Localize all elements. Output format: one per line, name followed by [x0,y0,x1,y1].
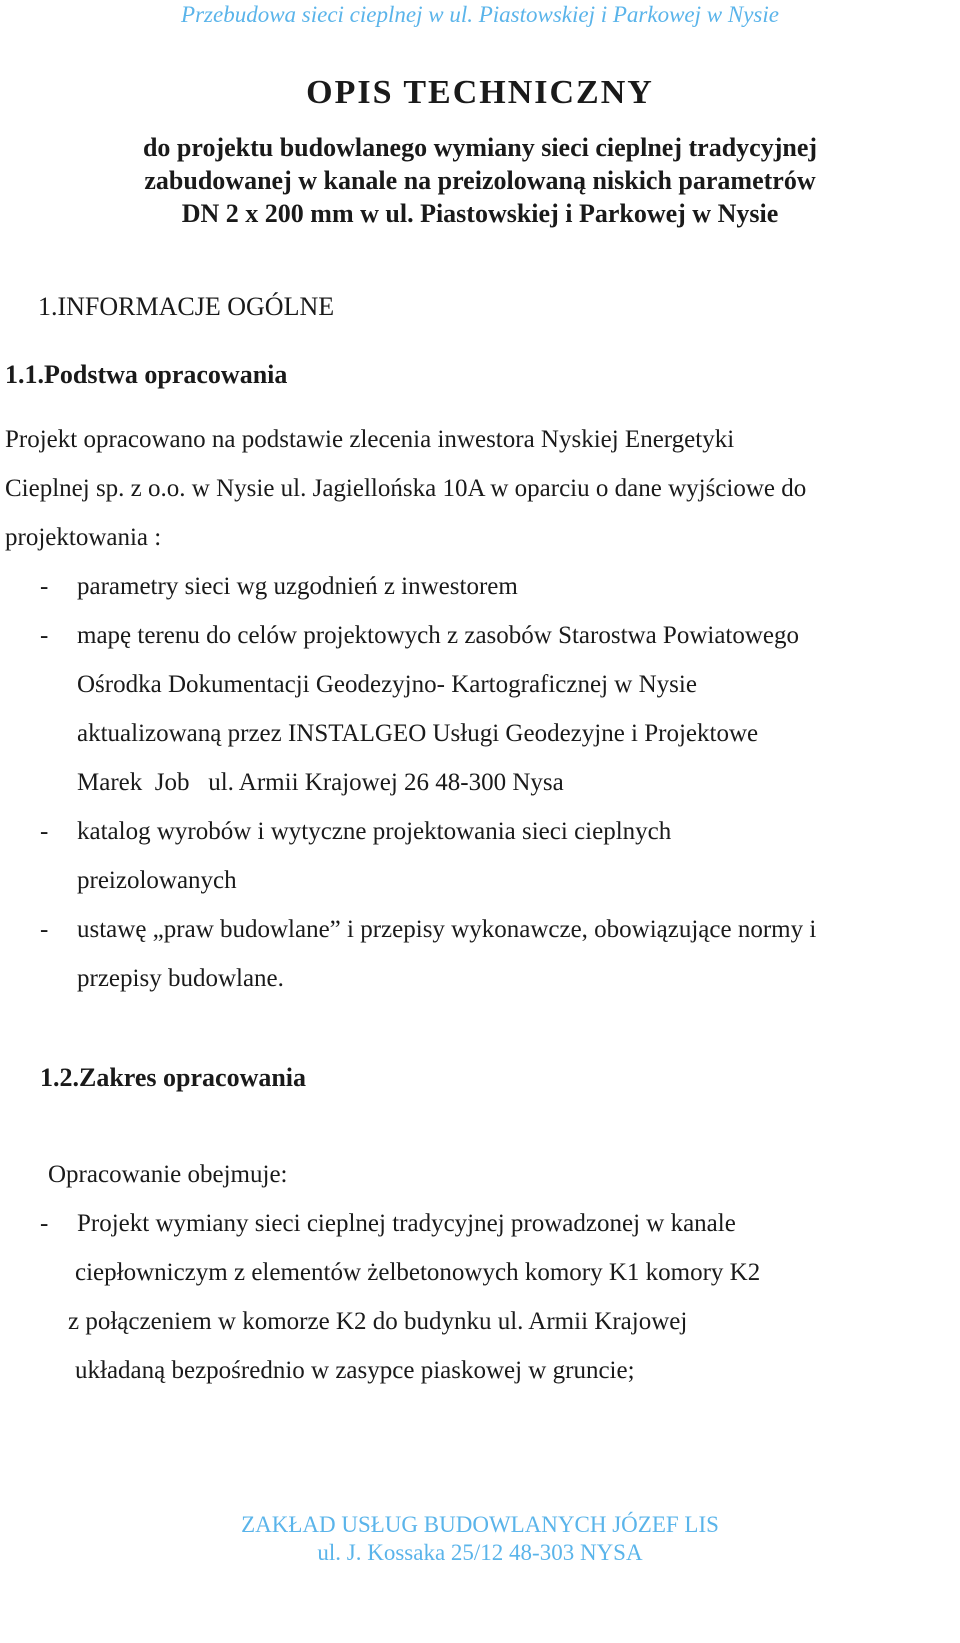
subtitle-line-3: DN 2 x 200 mm w ul. Piastowskiej i Parkowej w Nysie [181,199,779,228]
list-item-2-line-4: Marek Job ul. Armii Krajowej 26 48-300 Nysa [77,769,564,796]
list-item-2-line-3: aktualizowaną przez INSTALGEO Usługi Geodezyjne i Projektowe [77,720,759,747]
subsection-heading-1-2: 1.2.Zakres opracowania [40,1063,307,1092]
intro-line-3: projektowania : [5,524,162,551]
list-item-3-line-2: preizolowanych [77,867,237,894]
list-item-4-line-1: ustawę „praw budowlane” i przepisy wykonawcze, obowiązujące normy i [77,916,817,943]
footer-company: ZAKŁAD USŁUG BUDOWLANYCH JÓZEF LIS [241,1512,719,1537]
list-item-4-line-2: przepisy budowlane. [77,965,284,992]
list-bullet: - [40,573,49,600]
subsection-heading-1-1: 1.1.Podstwa opracowania [5,360,288,389]
intro-line-2: Cieplnej sp. z o.o. w Nysie ul. Jagiellońska 10A w oparciu o dane wyjściowe do [5,475,807,502]
list-bullet: - [40,622,49,649]
scope-item-line-1: Projekt wymiany sieci cieplnej tradycyjnej prowadzonej w kanale [77,1210,736,1237]
document-title: OPIS TECHNICZNY [306,74,654,111]
list-item-3-line-1: katalog wyrobów i wytyczne projektowania sieci cieplnych [77,818,672,845]
list-bullet: - [40,818,49,845]
subtitle-line-1: do projektu budowlanego wymiany sieci cieplnej tradycyjnej [142,133,818,162]
list-bullet: - [40,916,49,943]
scope-item-line-4: układaną bezpośrednio w zasypce piaskowej w gruncie; [75,1357,635,1384]
list-item-2-line-1: mapę terenu do celów projektowych z zasobów Starostwa Powiatowego [77,622,800,649]
running-header: Przebudowa sieci cieplnej w ul. Piastowskiej i Parkowej w Nysie [181,2,779,27]
list-bullet: - [40,1210,49,1237]
section-heading-1: 1.INFORMACJE OGÓLNE [38,292,335,321]
scope-item-line-2: ciepłowniczym z elementów żelbetonowych komory K1 komory K2 [75,1259,761,1286]
intro-line-1: Projekt opracowano na podstawie zlecenia inwestora Nyskiej Energetyki [5,426,735,453]
footer-address: ul. J. Kossaka 25/12 48-303 NYSA [317,1540,643,1565]
scope-item-line-3: z połączeniem w komorze K2 do budynku ul. Armii Krajowej [68,1308,688,1335]
subtitle-line-2: zabudowanej w kanale na preizolowaną niskich parametrów [144,166,816,195]
list-item-1-line-1: parametry sieci wg uzgodnień z inwestorem [77,573,518,600]
list-item-2-line-2: Ośrodka Dokumentacji Geodezyjno- Kartograficznej w Nysie [77,671,697,698]
scope-intro: Opracowanie obejmuje: [48,1161,288,1188]
